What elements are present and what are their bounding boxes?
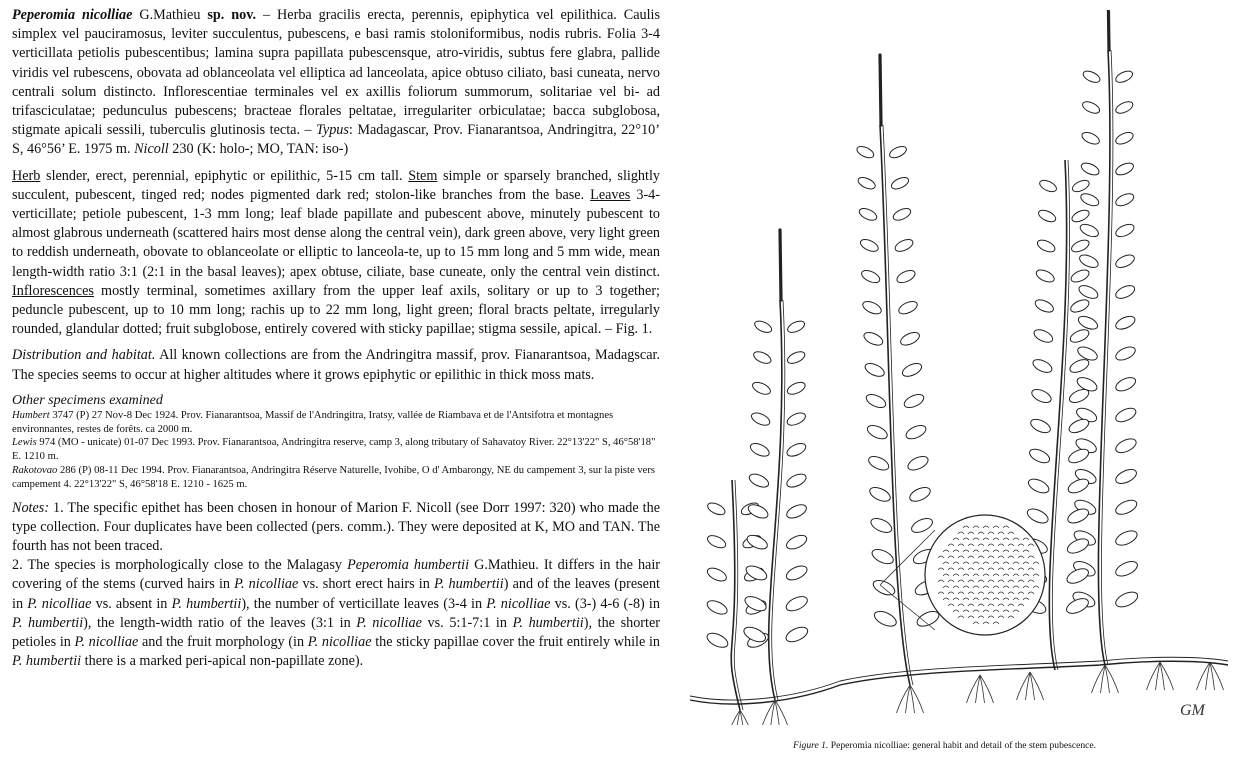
stem-label: Stem xyxy=(408,167,438,184)
latin-diagnosis xyxy=(12,6,660,160)
distribution-text: All known collections are from the Andringitra massif, prov. Fianarantsoa, Madagscar. The species seems to occur at higher altitudes where it grows epiphytic or epilithic in thick moss mats. xyxy=(12,347,660,383)
leaves-label: Leaves xyxy=(590,186,631,203)
typus-collector: Nicoll xyxy=(134,141,169,158)
specimen-text: 3747 (P) 27 Nov-8 Dec 1924. Prov. Fianarantsoa, Massif de l'Andringitra, Iratsy, vallée de Riambava et de l'Antsifotra et montagnes environnantes, restes de forêts. ca 2000 m. xyxy=(12,409,614,435)
specimen-item xyxy=(12,464,660,492)
note-text: vs. absent in xyxy=(91,595,172,612)
plant-illustration xyxy=(680,10,1235,725)
specimen-collector: Humbert xyxy=(12,409,50,421)
note-1-text: 1. The specific epithet has been chosen in honour of Marion F. Nicoll (see Dorr 1997: 320) who made the type collection. Four duplicates have been collected (pers. comm.). They were deposited at K, MO and TAN. The fourth has not been traced. xyxy=(12,499,660,555)
note-text: vs. short erect hairs in xyxy=(298,576,434,593)
stem-text: simple or sparsely branched, slightly succulent, pubescent, tinged red; nodes pigmented dark red; stolon-like branches from the base. xyxy=(12,167,660,203)
roots xyxy=(727,662,1224,725)
note-1 xyxy=(12,499,660,557)
stems xyxy=(705,10,1140,710)
herb-text: slender, erect, perennial, epiphytic or epilithic, 5-15 cm tall. xyxy=(40,167,409,184)
taxon-name: P. humbertii xyxy=(433,576,504,593)
note-text: G.Mathieu. It differs in the hair covering of the stems (curved hairs in xyxy=(12,557,661,593)
species-name: Peperomia nicolliae xyxy=(12,7,133,23)
typus-end: 230 (K: holo-; MO, TAN: iso-) xyxy=(168,141,349,158)
text-column xyxy=(12,6,660,671)
taxon-name: P. humbertii xyxy=(12,614,84,631)
description xyxy=(12,167,660,340)
taxon-name: P. nicolliae xyxy=(356,614,422,631)
taxon-name: Peperomia humbertii xyxy=(347,557,470,574)
notes-label: Notes: xyxy=(12,499,50,516)
inflorescences-text: mostly terminal, sometimes axillary from the upper leaf axils, solitary or up to 3 together; peduncle pubescent, up to 10 mm long; rachis up to 22 mm long, light green; floral bracts peltate, irregularly rounded, glandular dotted; fruit subglobose, entirely covered with sticky papillae; stigma sessile, apical. – Fig. 1. xyxy=(12,282,660,338)
caption-text: Peperomia nicolliae: general habit and detail of the stem pubescence. xyxy=(828,740,1097,751)
taxon-name: P. humbertii xyxy=(171,595,242,612)
distribution xyxy=(12,346,660,384)
inflorescences-label: Inflorescences xyxy=(12,282,94,299)
latin-text: – Herba gracilis erecta, perennis, epiphytica vel epilithica. Caulis simplex vel pauciramosus, leviter succulentus, pubescens, e basi ramis stoloniformibus, nodis rubris. Folia 3-4 verticillata petiolis pubescentibus; lamina supra papillata pubescensque, atro-viridis, subtus fere glabra, pallide viridis vel rubescens, obovata ad oblanceolata vel elliptica ad lanceolata, apice obtuso ciliato, basi cuneata, nervo centrali solum distincto. Inflorescentiae terminales vel ex axillis foliorum summorum, solitariae vel bi- ad trifasciculatae; pedunculus pubescens; bracteae florales peltatae, irregulariter orbiculatae; bacca subglobosa, stigmate apicali sessili, tuberculis glutinosis tecta. – xyxy=(12,7,660,139)
specimen-text: 974 (MO - unicate) 01-07 Dec 1993. Prov. Fianarantsoa, Andringitra reserve, camp 3, along tributary of Sahavatoy River. 22°13'22" S, 46°58'18" E. 1210 m. xyxy=(12,437,656,463)
signature: GM xyxy=(1180,702,1205,719)
herb-label: Herb xyxy=(12,167,41,184)
note-2 xyxy=(12,556,660,671)
specimens-heading: Other specimens examined xyxy=(12,392,163,408)
typus-label: Typus xyxy=(316,122,349,139)
note-text: the sticky papillae cover the fruit entirely while in xyxy=(371,634,660,651)
note-text: there is a marked peri-apical non-papillate zone). xyxy=(81,653,364,670)
note-text: ), the number of verticillate leaves (3-4 in xyxy=(241,595,487,612)
pubescence-detail xyxy=(880,515,1045,635)
leaves-text: 3-4-verticillate; petiole pubescent, 1-3 mm long; leaf blade papillate and pubescent above, minutely pubescent to almost glabrous underneath (scattered hairs most dense along the central vein), dark green above, very light green to reddish underneath, obovate to oblanceolate or elliptic to lanceola-te, up to 15 mm long and 5 mm wide, mean length-width ratio 3:1 (2:1 in the basal leaves); apex obtuse, ciliate, base cuneate, only the central vein distinct. xyxy=(12,186,660,280)
sp-nov: sp. nov. xyxy=(207,7,257,23)
author: G.Mathieu xyxy=(132,7,208,23)
taxon-name: P. humbertii xyxy=(12,653,82,670)
specimen-item xyxy=(12,436,660,464)
caption-label: Figure 1. xyxy=(793,740,829,751)
note-text: ) and of the leaves (present in xyxy=(12,576,660,612)
taxon-name: P. nicolliae xyxy=(27,595,92,612)
specimen-item xyxy=(12,409,660,437)
taxon-name: P. nicolliae xyxy=(74,634,139,651)
specimen-collector: Lewis xyxy=(12,437,37,449)
taxon-name: P. nicolliae xyxy=(486,595,551,612)
note-text: and the fruit morphology (in xyxy=(138,634,308,651)
specimen-text: 286 (P) 08-11 Dec 1994. Prov. Fianarantsoa, Andringitra Réserve Naturelle, Ivohibe, O d' Ambarongy, NE du campement 3, sur la piste vers campement 4. 22°13'22" S, 46°58'18 E. 1210 - 1625 m. xyxy=(12,465,655,490)
note-text: vs. 5:1-7:1 in xyxy=(421,614,513,631)
figure-caption xyxy=(793,740,1096,751)
taxon-name: P. humbertii xyxy=(512,614,584,631)
specimen-collector: Rakotovao xyxy=(12,465,58,477)
note-text: 2. The species is morphologically close to the Malagasy xyxy=(12,557,348,574)
note-text: ), the shorter petioles in xyxy=(12,614,660,651)
taxon-name: P. nicolliae xyxy=(307,634,372,651)
note-text: ), the length-width ratio of the leaves (3:1 in xyxy=(83,614,357,631)
typus-text: : Madagascar, Prov. Fianarantsoa, Andringitra, 22°10’ S, 46°56’ E. 1975 m. xyxy=(12,122,660,158)
distribution-label: Distribution and habitat. xyxy=(12,347,156,364)
taxon-name: P. nicolliae xyxy=(234,576,299,593)
note-text: vs. (3-) 4-6 (-8) in xyxy=(550,595,660,612)
